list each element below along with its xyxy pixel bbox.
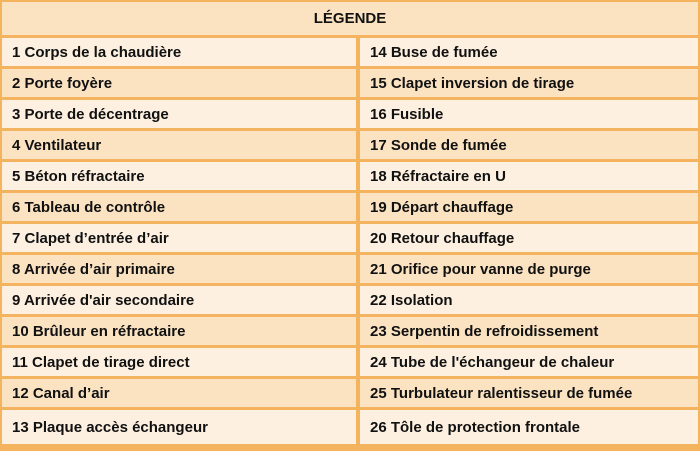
legend-item-8: 8 Arrivée d’air primaire [2,255,356,283]
legend-item-5: 5 Béton réfractaire [2,162,356,190]
legend-item-24: 24 Tube de l'échangeur de chaleur [360,348,698,376]
legend-item-10: 10 Brûleur en réfractaire [2,317,356,345]
legend-title: LÉGENDE [2,2,698,35]
legend-item-15: 15 Clapet inversion de tirage [360,69,698,97]
legend-item-20: 20 Retour chauffage [360,224,698,252]
legend-item-26: 26 Tôle de protection frontale [360,410,698,444]
legend-item-14: 14 Buse de fumée [360,38,698,66]
legend-item-4: 4 Ventilateur [2,131,356,159]
legend-item-3: 3 Porte de décentrage [2,100,356,128]
legend-item-16: 16 Fusible [360,100,698,128]
legend-item-13: 13 Plaque accès échangeur [2,410,356,444]
legend-item-21: 21 Orifice pour vanne de purge [360,255,698,283]
legend-item-23: 23 Serpentin de refroidissement [360,317,698,345]
legend-item-2: 2 Porte foyère [2,69,356,97]
legend-item-17: 17 Sonde de fumée [360,131,698,159]
legend-item-18: 18 Réfractaire en U [360,162,698,190]
legend-item-22: 22 Isolation [360,286,698,314]
legend-item-7: 7 Clapet d’entrée d’air [2,224,356,252]
legend-item-11: 11 Clapet de tirage direct [2,348,356,376]
legend-item-12: 12 Canal d’air [2,379,356,407]
legend-item-6: 6 Tableau de contrôle [2,193,356,221]
legend-item-9: 9 Arrivée d'air secondaire [2,286,356,314]
legend-item-25: 25 Turbulateur ralentisseur de fumée [360,379,698,407]
legend-grid [2,38,698,438]
legend-item-1: 1 Corps de la chaudière [2,38,356,66]
legend-item-19: 19 Départ chauffage [360,193,698,221]
